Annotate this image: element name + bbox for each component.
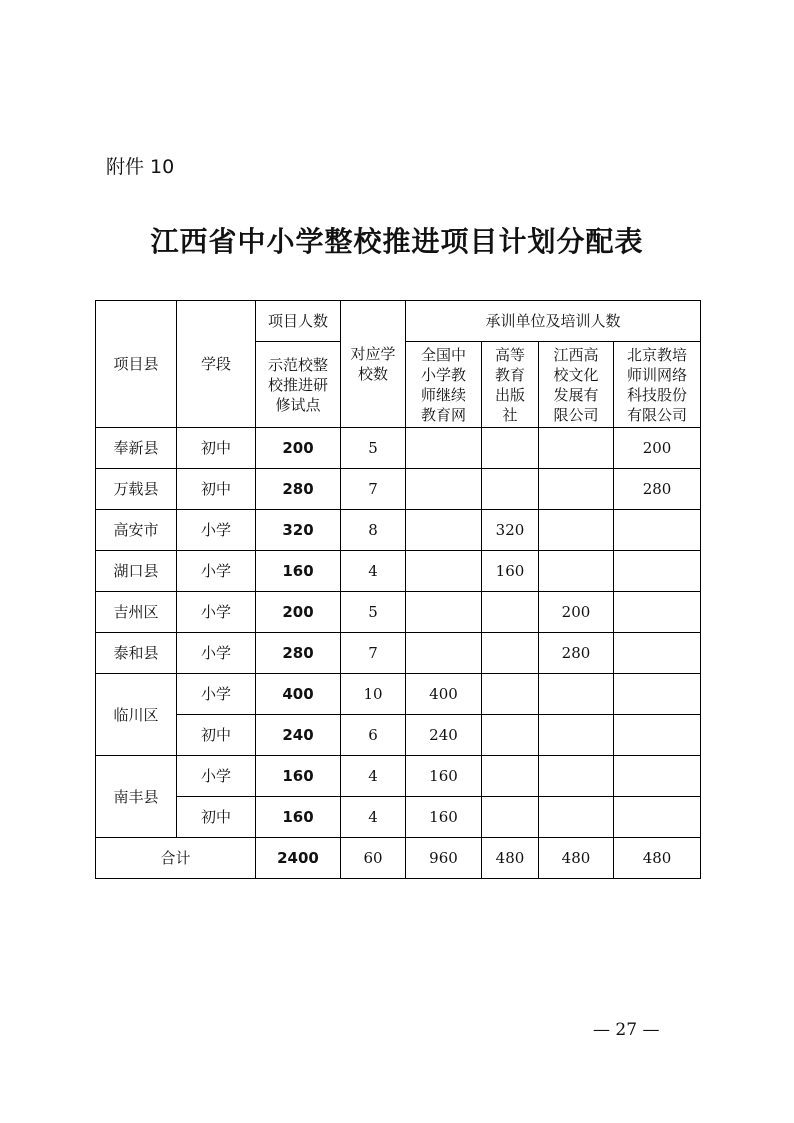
header-demo-schools: 示范校整 校推进研 修试点 [256,342,341,428]
table-row [96,469,701,510]
unit3-cell [539,428,614,469]
header-stage: 学段 [177,301,256,428]
header-unit-3: 江西高 校文化 发展有 限公司 [539,342,614,428]
county-cell: 万载县 [96,469,177,510]
unit2-cell [482,469,539,510]
stage-cell: 小学 [177,756,256,797]
people-cell: 200 [256,428,341,469]
unit1-cell [406,592,482,633]
unit3-cell: 280 [539,633,614,674]
unit3-cell [539,510,614,551]
unit2-cell: 160 [482,551,539,592]
schools-cell: 4 [341,797,406,838]
total-unit3: 480 [539,838,614,879]
unit2-cell [482,592,539,633]
total-unit4: 480 [614,838,701,879]
county-cell: 临川区 [96,674,177,756]
unit4-cell [614,633,701,674]
unit2-cell [482,715,539,756]
unit1-cell [406,633,482,674]
unit1-cell: 160 [406,797,482,838]
unit4-cell [614,674,701,715]
schools-cell: 10 [341,674,406,715]
header-project-people: 项目人数 [256,301,341,342]
unit3-cell [539,756,614,797]
unit2-cell [482,797,539,838]
header-school-count: 对应学 校数 [341,301,406,428]
county-cell: 奉新县 [96,428,177,469]
county-cell: 南丰县 [96,756,177,838]
page-number: — 27 — [593,1020,660,1040]
table-row [96,428,701,469]
schools-cell: 4 [341,756,406,797]
people-cell: 160 [256,551,341,592]
stage-cell: 小学 [177,510,256,551]
people-cell: 400 [256,674,341,715]
header-unit-2: 高等 教育 出版 社 [482,342,539,428]
schools-cell: 8 [341,510,406,551]
unit2-cell [482,674,539,715]
people-cell: 320 [256,510,341,551]
table-row [96,510,701,551]
total-schools: 60 [341,838,406,879]
schools-cell: 5 [341,592,406,633]
header-row-1 [96,301,701,342]
unit4-cell [614,551,701,592]
unit4-cell: 200 [614,428,701,469]
unit3-cell [539,715,614,756]
stage-cell: 初中 [177,715,256,756]
stage-cell: 小学 [177,592,256,633]
unit3-cell [539,551,614,592]
attachment-label: 附件 10 [106,156,175,178]
unit3-cell: 200 [539,592,614,633]
unit1-cell: 240 [406,715,482,756]
unit3-cell [539,469,614,510]
schools-cell: 4 [341,551,406,592]
county-cell: 湖口县 [96,551,177,592]
table-row [96,633,701,674]
schools-cell: 6 [341,715,406,756]
table-row [96,592,701,633]
allocation-table [95,300,701,879]
stage-cell: 小学 [177,551,256,592]
schools-cell: 7 [341,633,406,674]
county-cell: 吉州区 [96,592,177,633]
unit2-cell: 320 [482,510,539,551]
people-cell: 280 [256,633,341,674]
header-unit-4: 北京教培 师训网络 科技股份 有限公司 [614,342,701,428]
unit2-cell [482,756,539,797]
table-row [96,715,701,756]
stage-cell: 小学 [177,674,256,715]
unit1-cell [406,551,482,592]
total-label: 合计 [96,838,256,879]
people-cell: 160 [256,797,341,838]
table-row [96,756,701,797]
table-row [96,674,701,715]
header-county: 项目县 [96,301,177,428]
unit4-cell: 280 [614,469,701,510]
schools-cell: 5 [341,428,406,469]
unit3-cell [539,797,614,838]
unit4-cell [614,510,701,551]
table-row [96,797,701,838]
unit2-cell [482,633,539,674]
unit4-cell [614,797,701,838]
total-unit2: 480 [482,838,539,879]
unit4-cell [614,592,701,633]
document-title: 江西省中小学整校推进项目计划分配表 [150,225,644,258]
schools-cell: 7 [341,469,406,510]
people-cell: 280 [256,469,341,510]
county-cell: 高安市 [96,510,177,551]
county-cell: 泰和县 [96,633,177,674]
unit2-cell [482,428,539,469]
unit1-cell [406,469,482,510]
stage-cell: 初中 [177,428,256,469]
total-row [96,838,701,879]
stage-cell: 初中 [177,797,256,838]
unit4-cell [614,756,701,797]
unit1-cell [406,428,482,469]
people-cell: 160 [256,756,341,797]
stage-cell: 小学 [177,633,256,674]
total-unit1: 960 [406,838,482,879]
unit1-cell: 160 [406,756,482,797]
unit3-cell [539,674,614,715]
stage-cell: 初中 [177,469,256,510]
table-row [96,551,701,592]
unit1-cell: 400 [406,674,482,715]
people-cell: 240 [256,715,341,756]
unit4-cell [614,715,701,756]
header-unit-1: 全国中 小学教 师继续 教育网 [406,342,482,428]
people-cell: 200 [256,592,341,633]
unit1-cell [406,510,482,551]
total-people: 2400 [256,838,341,879]
header-training-units: 承训单位及培训人数 [406,301,701,342]
